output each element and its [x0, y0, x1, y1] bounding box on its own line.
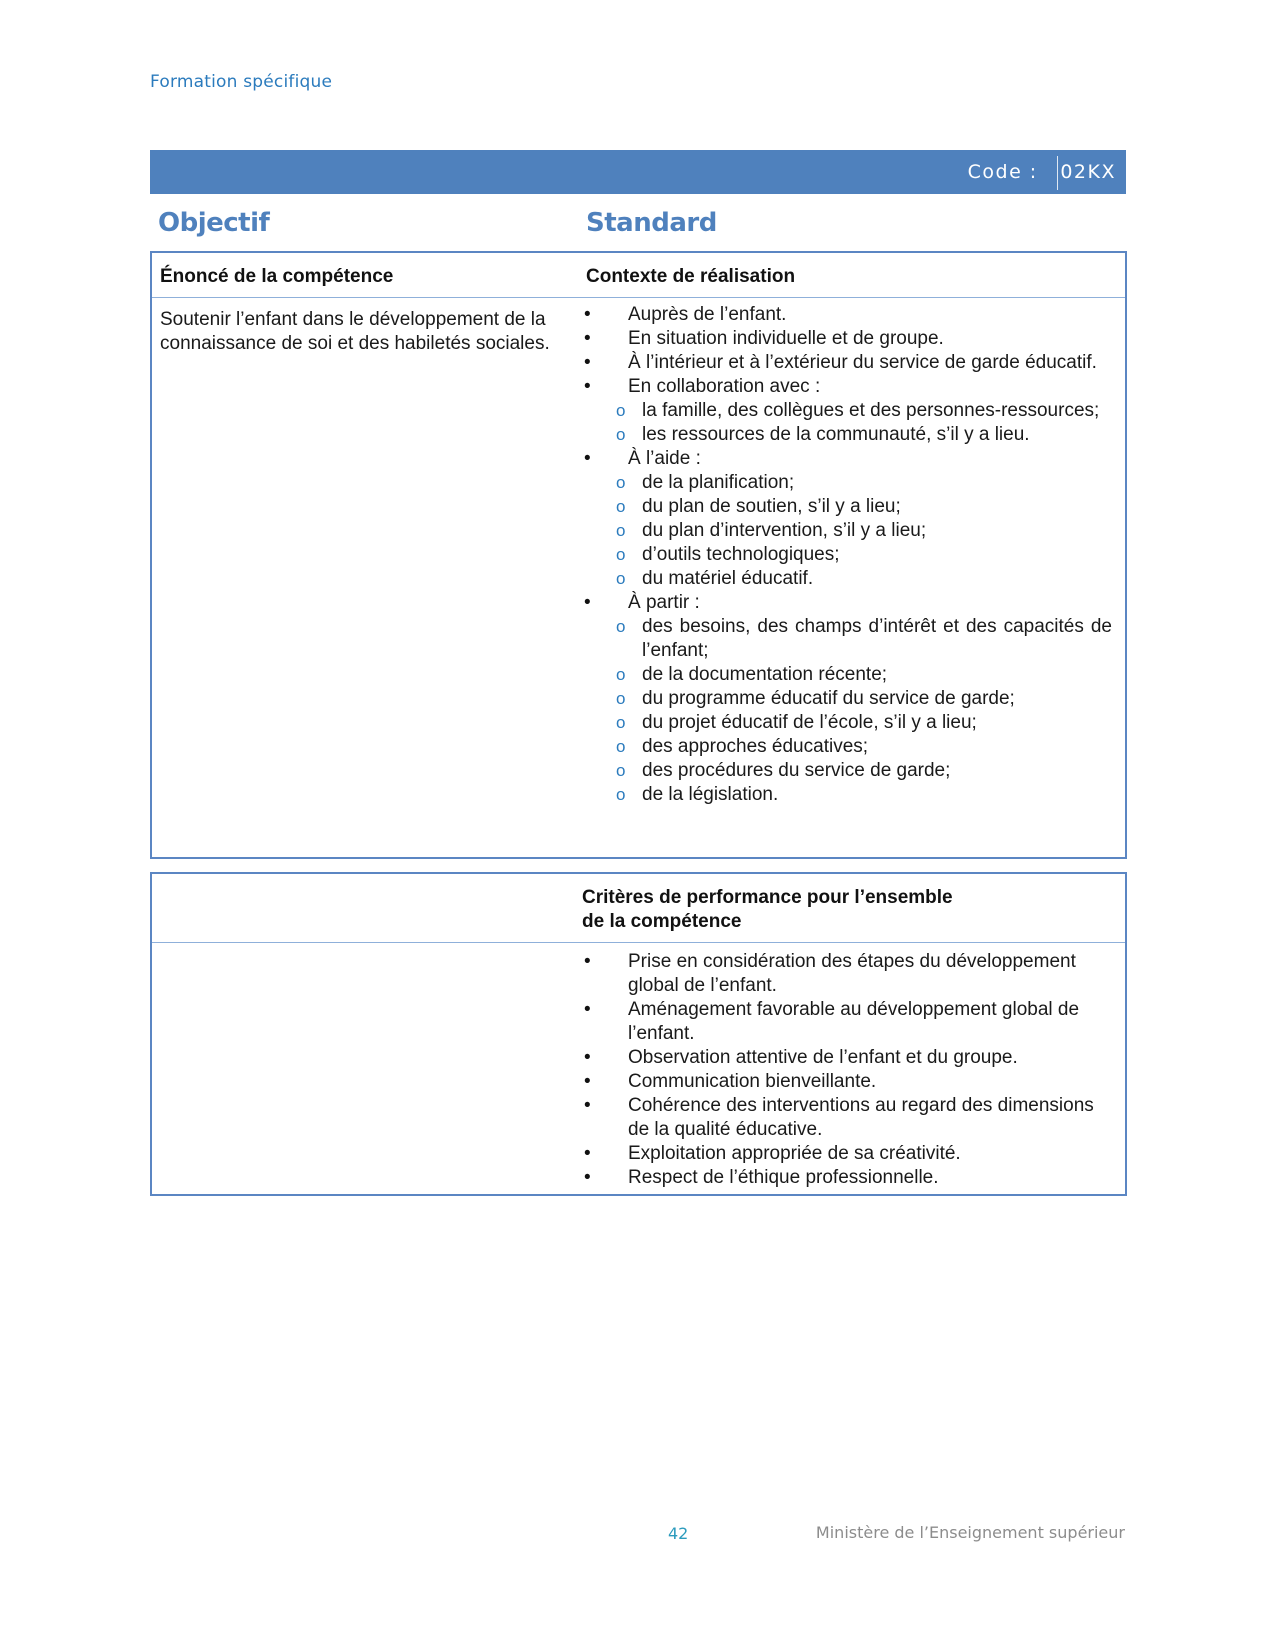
standard-heading: Standard: [586, 208, 717, 238]
sub-item: o du projet éducatif de l’école, s’il y a lieu;: [580, 711, 1112, 735]
sub-item: o du plan d’intervention, s’il y a lieu;: [580, 519, 1112, 543]
criteres-list: [580, 950, 1108, 1190]
sub-item: o la famille, des collègues et des personnes-ressources;: [580, 399, 1112, 423]
criteres-table: [150, 872, 1127, 1196]
objectif-heading: Objectif: [158, 208, 270, 238]
criteres-table-header: [152, 874, 1125, 943]
page-number: 42: [668, 1524, 689, 1543]
list-item: • En situation individuelle et de groupe.: [580, 327, 1112, 351]
competence-table-header: [152, 253, 1125, 298]
sub-item: o des approches éducatives;: [580, 735, 1112, 759]
sub-item: o des procédures du service de garde;: [580, 759, 1112, 783]
contexte-heading: Contexte de réalisation: [586, 266, 796, 287]
list-item: • Exploitation appropriée de sa créativité.: [580, 1142, 1108, 1166]
sub-item: o d’outils technologiques;: [580, 543, 1112, 567]
ministry-footer: Ministère de l’Enseignement supérieur: [815, 1523, 1125, 1542]
sub-item: o les ressources de la communauté, s’il y a lieu.: [580, 423, 1112, 447]
sub-item: o des besoins, des champs d’intérêt et des capacités de l’enfant;: [580, 615, 1112, 663]
list-item: • Respect de l’éthique professionnelle.: [580, 1166, 1108, 1190]
list-item: • Prise en considération des étapes du développement global de l’enfant.: [580, 950, 1108, 998]
list-item: • Aménagement favorable au développement global de l’enfant.: [580, 998, 1108, 1046]
list-item: • Observation attentive de l’enfant et du groupe.: [580, 1046, 1108, 1070]
sub-item: o du programme éducatif du service de garde;: [580, 687, 1112, 711]
sub-item: o de la planification;: [580, 471, 1112, 495]
sub-item: o du plan de soutien, s’il y a lieu;: [580, 495, 1112, 519]
competence-statement: Soutenir l’enfant dans le développement de la connaissance de soi et des habiletés sociales.: [160, 309, 550, 354]
list-item: • À partir :: [580, 591, 1112, 615]
list-item: • Auprès de l’enfant.: [580, 303, 1112, 327]
contexte-list: [580, 303, 1112, 807]
sub-item: o de la législation.: [580, 783, 1112, 807]
enonce-heading: Énoncé de la compétence: [160, 266, 394, 287]
sub-item: o du matériel éducatif.: [580, 567, 1112, 591]
list-item: • À l’aide :: [580, 447, 1112, 471]
list-item: • À l’intérieur et à l’extérieur du service de garde éducatif.: [580, 351, 1112, 375]
list-item: • En collaboration avec :: [580, 375, 1112, 399]
running-header: Formation spécifique: [150, 72, 333, 92]
code-label: Code :: [967, 161, 1038, 183]
list-item: • Communication bienveillante.: [580, 1070, 1108, 1094]
code-text: [968, 161, 1116, 183]
competence-table: [150, 251, 1127, 859]
code-value: 02KX: [1060, 161, 1116, 183]
sub-item: o de la documentation récente;: [580, 663, 1112, 687]
code-bar: [150, 150, 1126, 194]
criteres-heading: Critères de performance pour l’ensemble de la compétence: [582, 887, 953, 932]
list-item: • Cohérence des interventions au regard des dimensions de la qualité éducative.: [580, 1094, 1108, 1142]
